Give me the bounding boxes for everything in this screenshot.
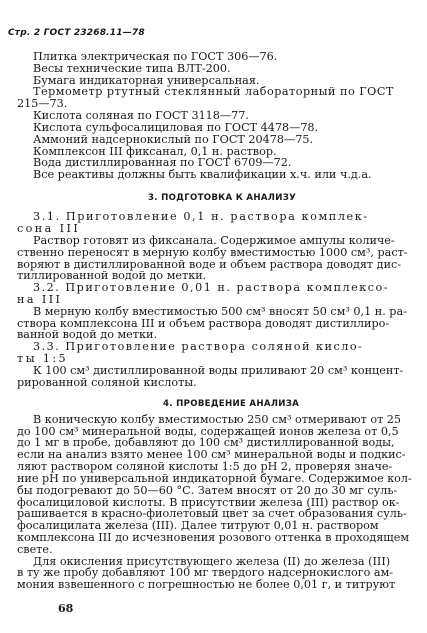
- paragraph-line: тиллированной водой до метки.: [17, 269, 207, 283]
- equipment-line: Все реактивы должны быть квалификации х.ч. или ч.д.а.: [33, 168, 372, 182]
- paragraph-line: рированной соляной кислоты.: [17, 375, 197, 389]
- paragraph-line: ние pH по универсальной индикаторной бумаге. Содержимое кол-: [17, 471, 412, 485]
- paragraph-line: К 100 см³ дистиллированной воды приливают 20 см³ концент-: [33, 363, 404, 377]
- equipment-line: Аммоний надсернокислый по ГОСТ 20478—75.: [33, 132, 314, 146]
- paragraph-line: до 1 мг в пробе, добавляют до 100 см³ дистиллированной воды,: [17, 436, 395, 450]
- paragraph-line: фосалицилата железа (III). Далее титруют 0,01 н. раствором: [17, 519, 379, 533]
- paragraph-line: фосалициловой кислоты. В присутствии железа (III) раствор ок-: [17, 495, 400, 509]
- paragraph-line: свете.: [17, 542, 53, 556]
- paragraph-line: ляют раствором соляной кислоты 1:5 до pH 2, проверяя значе-: [17, 460, 393, 474]
- equipment-line: Кислота соляная по ГОСТ 3118—77.: [33, 109, 249, 123]
- paragraph-line: сона III: [17, 222, 81, 236]
- paragraph-line: створа комплексона III и объем раствора доводят дистиллиро-: [17, 316, 390, 330]
- paragraph-line: мония взвешенного с погрешностью не более 0,01 г, и титруют: [17, 578, 396, 592]
- paragraph-line: рашивается в красно-фиолетовый цвет за счет образования суль-: [17, 507, 407, 521]
- equipment-line: Вода дистиллированная по ГОСТ 6709—72.: [33, 156, 292, 170]
- paragraph-line: комплексона III до исчезновения розового оттенка в проходящем: [17, 530, 410, 544]
- paragraph-line: ственно переносят в мерную колбу вместимостью 1000 см³, раст-: [17, 245, 408, 259]
- equipment-line: Комплексон III фиксанал, 0,1 н. раствор.: [33, 144, 277, 158]
- paragraph-line: В коническую колбу вместимостью 250 см³ отмеривают от 25: [33, 412, 402, 426]
- paragraph-line: если на анализ взято менее 100 см³ минеральной воды и подкис-: [17, 448, 406, 462]
- equipment-line: Кислота сульфосалициловая по ГОСТ 4478—78.: [33, 120, 319, 134]
- equipment-line: Весы технические типа ВЛТ-200.: [33, 61, 231, 75]
- paragraph-line: воряют в дистиллированной воде и объем раствора доводят дис-: [17, 257, 402, 271]
- paragraph-line: до 100 см³ минеральной воды, содержащей ионов железа от 0,5: [17, 424, 399, 438]
- paragraph-line: ты 1:5: [17, 352, 69, 366]
- equipment-line: Бумага индикаторная универсальная.: [33, 73, 260, 87]
- equipment-line: 215—73.: [17, 97, 68, 111]
- paragraph-line: в ту же пробу добавляют 100 мг твердого надсернокислого ам-: [17, 566, 394, 580]
- page-header: Стр. 2 ГОСТ 23268.11—78: [8, 28, 145, 38]
- section-heading: 4. ПРОВЕДЕНИЕ АНАЛИЗА: [163, 399, 300, 410]
- page-number: 68: [58, 602, 74, 615]
- paragraph-line: 3.1. Приготовление 0,1 н. раствора комплек-: [33, 210, 369, 224]
- equipment-line: Термометр ртутный стеклянный лабораторный по ГОСТ: [33, 85, 394, 99]
- paragraph-line: 3.3. Приготовление раствора соляной кисло-: [33, 340, 364, 354]
- paragraph-line: Раствор готовят из фиксанала. Содержимое ампулы количе-: [33, 233, 395, 247]
- paragraph-line: Для окисления присутствующего железа (II) до железа (III): [33, 554, 391, 568]
- paragraph-line: бы подогревают до 50—60 °С. Затем вносят от 20 до 30 мг суль-: [17, 483, 398, 497]
- paragraph-line: В мерную колбу вместимостью 500 см³ вносят 50 см³ 0,1 н. ра-: [33, 304, 407, 318]
- paragraph-line: 3.2. Приготовление 0,01 н. раствора комплексо-: [33, 281, 390, 295]
- paragraph-line: ванной водой до метки.: [17, 328, 157, 342]
- paragraph-line: на III: [17, 293, 63, 306]
- equipment-line: Плитка электрическая по ГОСТ 306—76.: [33, 50, 278, 63]
- section-heading: 3. ПОДГОТОВКА К АНАЛИЗУ: [148, 192, 297, 203]
